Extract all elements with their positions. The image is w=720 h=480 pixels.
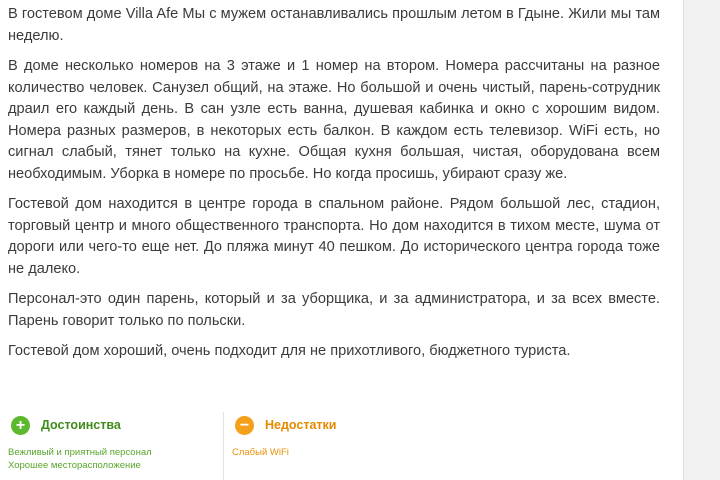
pros-column	[8, 412, 208, 472]
pros-list	[8, 446, 208, 472]
cons-item: Слабый WiFi	[232, 447, 289, 458]
cons-title: Недостатки	[265, 418, 337, 432]
review-paragraph: В доме несколько номеров на 3 этаже и 1 номер на втором. Номера рассчитаны на разное количество человек. Санузел общий, на этаже. Но большой и очень чистый, парень-сотрудник драил его каждый день. В сан узле есть ванна, душевая кабинка и окно с хорошим видом. Номера разных размеров, в некоторых есть балкон. В каждом есть телевизор. WiFi есть, но сигнал слабый, тянет только на кухне. Общая кухня большая, чистая, оборудована всем необходимым. Уборка в номере по просьбе. Но когда просишь, убирают сразу же.	[8, 58, 660, 182]
cons-list	[232, 446, 474, 459]
cons-column	[223, 412, 474, 480]
pros-item: Хорошее месторасположение	[8, 460, 141, 471]
right-sidebar-strip	[683, 0, 720, 480]
review-paragraph: Гостевой дом находится в центре города в спальном районе. Рядом большой лес, стадион, торговый центр и много общественного транспорта. Но дом находится в тихом месте, шума от дороги или чего-то еще нет. До пляжа минут 40 пешком. До исторического центра города тоже не далеко.	[8, 196, 660, 277]
pros-cons-section	[8, 412, 668, 480]
minus-circle-icon: −	[235, 416, 254, 435]
review-body	[8, 4, 660, 372]
pros-header	[8, 412, 208, 438]
pros-item: Вежливый и приятный персонал	[8, 447, 152, 458]
plus-circle-icon: +	[11, 416, 30, 435]
review-paragraph: В гостевом доме Villa Afe Мы с мужем останавливались прошлым летом в Гдыне. Жили мы там неделю.	[8, 6, 660, 44]
review-paragraph: Гостевой дом хороший, очень подходит для не прихотливого, бюджетного туриста.	[8, 343, 571, 359]
cons-header	[232, 412, 474, 438]
review-paragraph: Персонал-это один парень, который и за уборщика, и за администратора, и за всех вместе. Парень говорит только по польски.	[8, 291, 660, 329]
pros-title: Достоинства	[41, 418, 121, 432]
